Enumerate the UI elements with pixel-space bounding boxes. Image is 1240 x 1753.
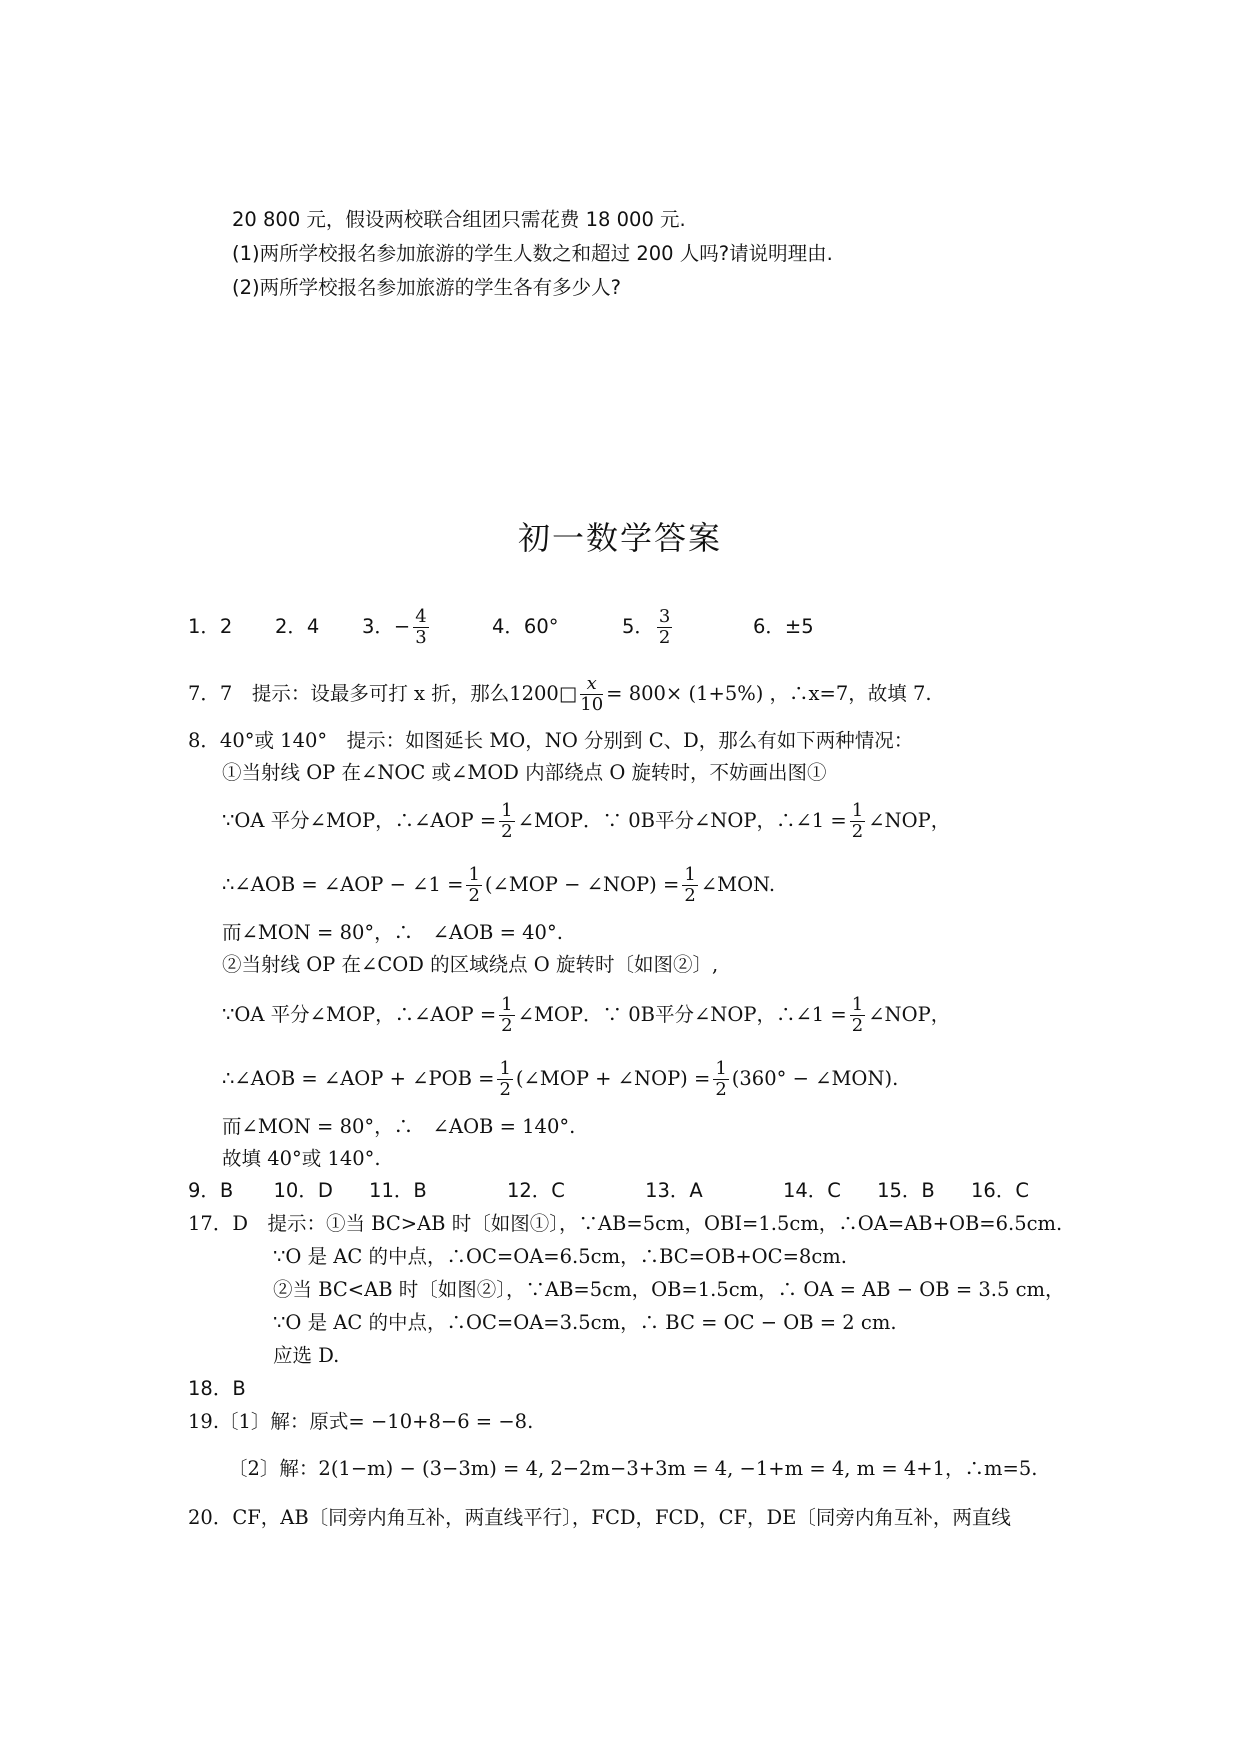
expr-part: ∵OA 平分∠MOP，∴∠AOP = [222, 809, 497, 832]
answer-5 [622, 598, 675, 656]
answer-10: 10．D [273, 1179, 333, 1202]
answer-8-line-6: ②当射线 OP 在∠COD 的区域绕点 O 旋转时〔如图②〕, [222, 953, 719, 976]
answer-19-line-2: 〔2〕解：2(1−m) − (3−3m) = 4, 2−2m−3+3m = 4, −1+m = 4, m = 4+1，∴m=5. [228, 1457, 1038, 1480]
problem-line: 20 800 元，假设两校联合组团只需花费 18 000 元. [232, 208, 686, 231]
expr-part: ∴∠AOB = ∠AOP + ∠POB = [222, 1067, 495, 1090]
expr-part: (360° − ∠MON). [731, 1067, 899, 1090]
fraction-half [497, 1059, 512, 1100]
fraction-numerator: 4 [415, 605, 427, 627]
answer-7 [188, 664, 932, 724]
answer-8-line-5: 而∠MON = 80°，∴ ∠AOB = 40°. [222, 921, 563, 944]
fraction-numerator: 1 [501, 799, 513, 821]
answer-4: 4．60° [492, 615, 559, 638]
answer-7-tail: = 800× (1+5%) ，∴x=7，故填 7. [606, 682, 932, 705]
answer-1: 1．2 [188, 615, 233, 638]
fraction-denominator: 3 [415, 626, 427, 648]
answer-16: 16．C [971, 1179, 1029, 1202]
fraction-denominator: 2 [501, 820, 513, 842]
answer-7-lead: 7．7 提示：设最多可打 x 折，那么1200□ [188, 682, 578, 705]
fraction-numerator: 1 [851, 799, 864, 821]
answer-13: 13．A [645, 1179, 703, 1202]
fraction-half [713, 1059, 728, 1100]
fraction-half [499, 995, 514, 1036]
problem-question-2: (2)两所学校报名参加旅游的学生各有多少人? [232, 276, 621, 299]
answer-15: 15．B [877, 1179, 935, 1202]
answer-14: 14．C [782, 1179, 841, 1202]
answer-12: 12．C [506, 1179, 565, 1202]
fraction-denominator: 2 [501, 1014, 513, 1036]
answer-6: 6．±5 [753, 615, 814, 638]
answer-5-fraction [657, 607, 672, 648]
expr-part: ∠MON. [700, 873, 776, 896]
answer-17-line-2: ∵O 是 AC 的中点，∴OC=OA=6.5cm，∴BC=OB+OC=8cm. [273, 1245, 847, 1268]
fraction-half [682, 865, 697, 906]
answer-8-line-10: 故填 40°或 140°. [222, 1147, 381, 1170]
expr-part: (∠MOP + ∠NOP) = [515, 1067, 711, 1090]
answer-17-line-1: 17．D 提示：①当 BC>AB 时〔如图①〕，∵AB=5cm，OBI=1.5cm，∴OA=AB+OB=6.5cm. [188, 1212, 1063, 1235]
answer-8-line-9: 而∠MON = 80°，∴ ∠AOB = 140°. [222, 1115, 576, 1138]
fraction-numerator: 3 [658, 605, 671, 627]
problem-question-1: (1)两所学校报名参加旅游的学生人数之和超过 200 人吗?请说明理由. [232, 242, 833, 265]
fraction-numerator: 1 [851, 993, 864, 1015]
answer-18: 18．B [188, 1377, 246, 1400]
fraction-denominator: 10 [580, 693, 604, 715]
answer-11: 11．B [369, 1179, 427, 1202]
fraction-numerator: 1 [468, 863, 480, 885]
fraction-numerator: 1 [499, 1057, 511, 1079]
expr-part: ∠MOP．∵ 0B平分∠NOP，∴∠1 = [517, 809, 847, 832]
fraction-denominator: 2 [851, 820, 864, 842]
page-title: 初一数学答案 [517, 519, 722, 557]
answer-7-fraction [580, 674, 603, 715]
fraction-half [499, 801, 514, 842]
fraction-numerator: 1 [715, 1057, 727, 1079]
expr-part: ∠NOP， [868, 809, 951, 832]
fraction-half [466, 865, 481, 906]
answer-3-fraction [413, 607, 428, 648]
fraction-denominator: 2 [468, 884, 480, 906]
fraction-half [850, 995, 865, 1036]
answer-5-label: 5． [622, 615, 654, 638]
answer-3 [362, 598, 432, 656]
answer-9: 9．B [188, 1179, 234, 1202]
answer-3-sign: − [393, 615, 411, 638]
answer-20: 20．CF，AB〔同旁内角互补，两直线平行〕，FCD，FCD，CF，DE〔同旁内角互补，两直线 [188, 1506, 1011, 1529]
answer-8-line-4 [222, 856, 775, 914]
expr-part: ∵OA 平分∠MOP，∴∠AOP = [222, 1003, 497, 1026]
answer-2: 2．4 [275, 615, 320, 638]
expr-part: ∠NOP， [868, 1003, 951, 1026]
fraction-numerator: x [580, 674, 603, 695]
fraction-numerator: 1 [684, 863, 696, 885]
fraction-half [850, 801, 865, 842]
expr-part: (∠MOP − ∠NOP) = [484, 873, 680, 896]
answer-8-line-8 [222, 1050, 898, 1108]
answers-row-9-16 [188, 1178, 1029, 1204]
answer-17-line-4: ∵O 是 AC 的中点，∴OC=OA=3.5cm，∴ BC = OC − OB = 2 cm. [273, 1311, 897, 1334]
fraction-numerator: 1 [501, 993, 513, 1015]
answer-8-line-1: 8．40°或 140° 提示：如图延长 MO，NO 分别到 C、D，那么有如下两种情况： [188, 729, 914, 752]
fraction-denominator: 2 [658, 626, 671, 648]
answer-8-line-3 [222, 792, 950, 850]
answer-19-line-1: 19.〔1〕解：原式= −10+8−6 = −8. [188, 1410, 534, 1433]
fraction-denominator: 2 [715, 1078, 727, 1100]
fraction-denominator: 2 [684, 884, 696, 906]
answer-17-line-3: ②当 BC<AB 时〔如图②〕，∵AB=5cm，OB=1.5cm，∴ OA = AB − OB = 3.5 cm， [273, 1278, 1065, 1301]
fraction-denominator: 2 [499, 1078, 511, 1100]
answer-17-line-5: 应选 D. [273, 1344, 340, 1367]
answer-8-line-7 [222, 986, 950, 1044]
answer-3-label: 3． [362, 615, 394, 638]
expr-part: ∠MOP．∵ 0B平分∠NOP，∴∠1 = [517, 1003, 847, 1026]
answer-8-line-2: ①当射线 OP 在∠NOC 或∠MOD 内部绕点 O 旋转时，不妨画出图① [222, 761, 827, 784]
fraction-denominator: 2 [851, 1014, 864, 1036]
expr-part: ∴∠AOB = ∠AOP − ∠1 = [222, 873, 464, 896]
